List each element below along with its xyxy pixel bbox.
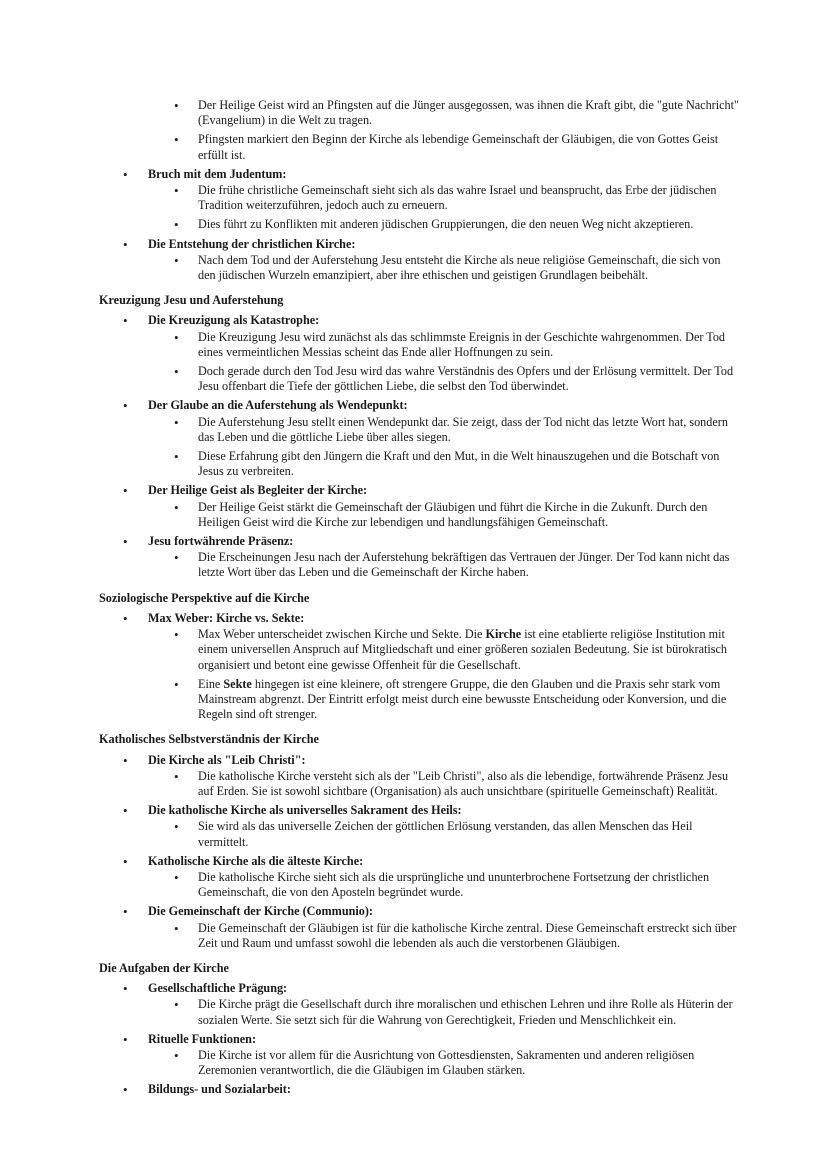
point-list [148,183,739,233]
bullet-point: • Die Erscheinungen Jesu nach der Auferstehung bekräftigen das Vertrauen der Jünger. Der Tod kann nicht das letzte Wort über das Leben und die Gemeinschaft der Kirche haben. [148,550,739,580]
topic-title: • Bildungs- und Sozialarbeit: [148,1082,291,1097]
point-text-lead: Max Weber unterscheidet zwischen Kirche und Sekte. Die [198,627,486,642]
point-text-rest: hingegen ist eine kleinere, oft strengere Gruppe, die den Glauben und die Praxis sehr stark vom Mainstream abgrenzt. Der Eintritt erfolgt meist durch eine bewusste Entscheidung oder Konversion, und die Regeln sind oft strenger. [198,676,727,722]
topic-item [99,854,739,901]
bullet-point: • Die katholische Kirche versteht sich als der "Leib Christi", also als die lebendige, fortwährende Präsenz Jesu auf Erden. Sie ist sowohl sichtbare (Organisation) als auch unsichtbare (spirituelle Gemeinschaft) Realität. [148,769,739,799]
point-list [148,500,739,530]
section-katholisches-selbstverstandnis-der-kirch [99,732,739,951]
point-keyword: Sekte [223,676,252,691]
point-list [148,769,739,799]
topic-item [99,1082,739,1097]
topic-list [99,981,739,1097]
topic-item [99,398,739,479]
point-list [148,997,739,1027]
topic-item [99,167,739,233]
topic-item [99,981,739,1028]
topic-continuation [99,98,739,163]
section-heading: Katholisches Selbstverständnis der Kirche [99,732,319,747]
point-text-rest: ist eine etablierte religiöse Institution mit einem universellen Anspruch auf Mitgliedschaft und einer größeren sozialen Bedeutung. Sie ist bürokratisch organisiert und betont eine gewisse Offenheit für die Gesellschaft. [198,627,727,672]
section-heading: Die Aufgaben der Kirche [99,960,229,975]
bullet-point: • Der Heilige Geist stärkt die Gemeinschaft der Gläubigen und führt die Kirche in die Zukunft. Durch den Heiligen Geist wird die Kirche zur lebendigen und handlungsfähigen Gemeinschaft. [148,500,739,530]
point-list [148,870,739,900]
bullet-point: • Doch gerade durch den Tod Jesu wird das wahre Verständnis des Opfers und der Erlösung vermittelt. Der Tod Jesu offenbart die Tiefe der göttlichen Liebe, die selbst den Tod überwindet. [148,364,739,394]
section-kreuzigung-jesu-und-auferstehung [99,293,739,580]
topic-title: • Bruch mit dem Judentum: [148,166,287,181]
topic-item [99,904,739,951]
point-list [148,819,739,849]
topic-title: • Katholische Kirche als die älteste Kirche: [148,853,364,868]
point-text-lead: Eine [198,676,224,691]
bullet-point: • Sie wird als das universelle Zeichen der göttlichen Erlösung verstanden, das allen Menschen das Heil vermittelt. [148,819,739,849]
bullet-point: • Die Kirche prägt die Gesellschaft durch ihre moralischen und ethischen Lehren und ihre Rolle als Hüterin der sozialen Werte. Sie setzt sich für die Wahrung von Gerechtigkeit, Frieden und Menschlichkeit ein. [148,997,739,1027]
topic-item [99,534,739,581]
topic-item [99,753,739,800]
topic-list [99,611,739,722]
topic-title: • Die Gemeinschaft der Kirche (Communio): [148,904,373,919]
topic-item [99,611,739,722]
bullet-point: • Die frühe christliche Gemeinschaft sieht sich als das wahre Israel und beansprucht, das Erbe der jüdischen Tradition weiterzuführen, jedoch auch zu erneuern. [148,183,739,213]
topic-item [99,237,739,284]
topic-title: • Rituelle Funktionen: [148,1031,257,1046]
point-list [148,921,739,951]
point-keyword: Kirche [485,627,522,642]
topic-title: • Gesellschaftliche Prägung: [148,981,288,996]
section-soziologische-perspektive-auf-die-kirche [99,591,739,723]
bullet-point: • Die Gemeinschaft der Gläubigen ist für die katholische Kirche zentral. Diese Gemeinschaft erstreckt sich über Zeit und Raum und umfasst sowohl die lebenden als auch die verstorbenen Gläubigen. [148,921,739,951]
topic-title: • Die katholische Kirche als universelles Sakrament des Heils: [148,803,462,818]
bullet-point [148,677,739,723]
topic-item [99,803,739,850]
bullet-point: • Diese Erfahrung gibt den Jüngern die Kraft und den Mut, in die Welt hinauszugehen und die Botschaft von Jesus zu verbreiten. [148,449,739,479]
bullet-point: • Nach dem Tod und der Auferstehung Jesu entsteht die Kirche als neue religiöse Gemeinschaft, die sich von den jüdischen Wurzeln emanzipiert, aber ihre ethischen und geistigen Grundlagen beibehält. [148,253,739,283]
section-heading: Kreuzigung Jesu und Auferstehung [99,293,284,308]
section-intro [99,98,739,283]
topic-item [99,313,739,394]
topic-title: • Jesu fortwährende Präsenz: [148,534,294,549]
bullet-point: • Die Kirche ist vor allem für die Ausrichtung von Gottesdiensten, Sakramenten und anderen religiösen Zeremonien verantwortlich, die die Gläubigen im Glauben stärken. [148,1048,739,1078]
bullet-point: • Die katholische Kirche sieht sich als die ursprüngliche und ununterbrochene Fortsetzung der christlichen Gemeinschaft, die von den Aposteln begründet wurde. [148,870,739,900]
topic-title: • Der Heilige Geist als Begleiter der Kirche: [148,483,368,498]
topic-title: • Der Glaube an die Auferstehung als Wendepunkt: [148,398,408,413]
topic-list [99,313,739,580]
topic-list [99,98,739,283]
document-content [99,98,739,1099]
section-die-aufgaben-der-kirche [99,961,739,1098]
point-list [148,98,739,163]
topic-item [99,483,739,530]
bullet-point: • Die Auferstehung Jesu stellt einen Wendepunkt dar. Sie zeigt, dass der Tod nicht das letzte Wort hat, sondern das Leben und die göttliche Liebe über alles siegen. [148,415,739,445]
point-list [148,550,739,580]
point-list [148,627,739,722]
topic-item [99,1032,739,1079]
point-list [148,330,739,395]
topic-title: • Max Weber: Kirche vs. Sekte: [148,610,305,625]
topic-title: • Die Kirche als "Leib Christi": [148,752,306,767]
bullet-point: • Der Heilige Geist wird an Pfingsten auf die Jünger ausgegossen, was ihnen die Kraft gibt, die "gute Nachricht" (Evangelium) in die Welt zu tragen. [148,98,739,128]
point-list [148,253,739,283]
bullet-point [148,627,739,673]
bullet-point: • Dies führt zu Konflikten mit anderen jüdischen Gruppierungen, die den neuen Weg nicht akzeptieren. [148,217,739,232]
bullet-point: • Die Kreuzigung Jesu wird zunächst als das schlimmste Ereignis in der Geschichte wahrgenommen. Der Tod eines vermeintlichen Messias scheint das Ende aller Hoffnungen zu sein. [148,330,739,360]
topic-title: • Die Entstehung der christlichen Kirche: [148,236,356,251]
point-list [148,1048,739,1078]
topic-list [99,753,739,951]
bullet-point: • Pfingsten markiert den Beginn der Kirche als lebendige Gemeinschaft der Gläubigen, die von Gottes Geist erfüllt ist. [148,132,739,162]
point-list [148,415,739,480]
topic-title: • Die Kreuzigung als Katastrophe: [148,313,320,328]
section-heading: Soziologische Perspektive auf die Kirche [99,590,310,605]
